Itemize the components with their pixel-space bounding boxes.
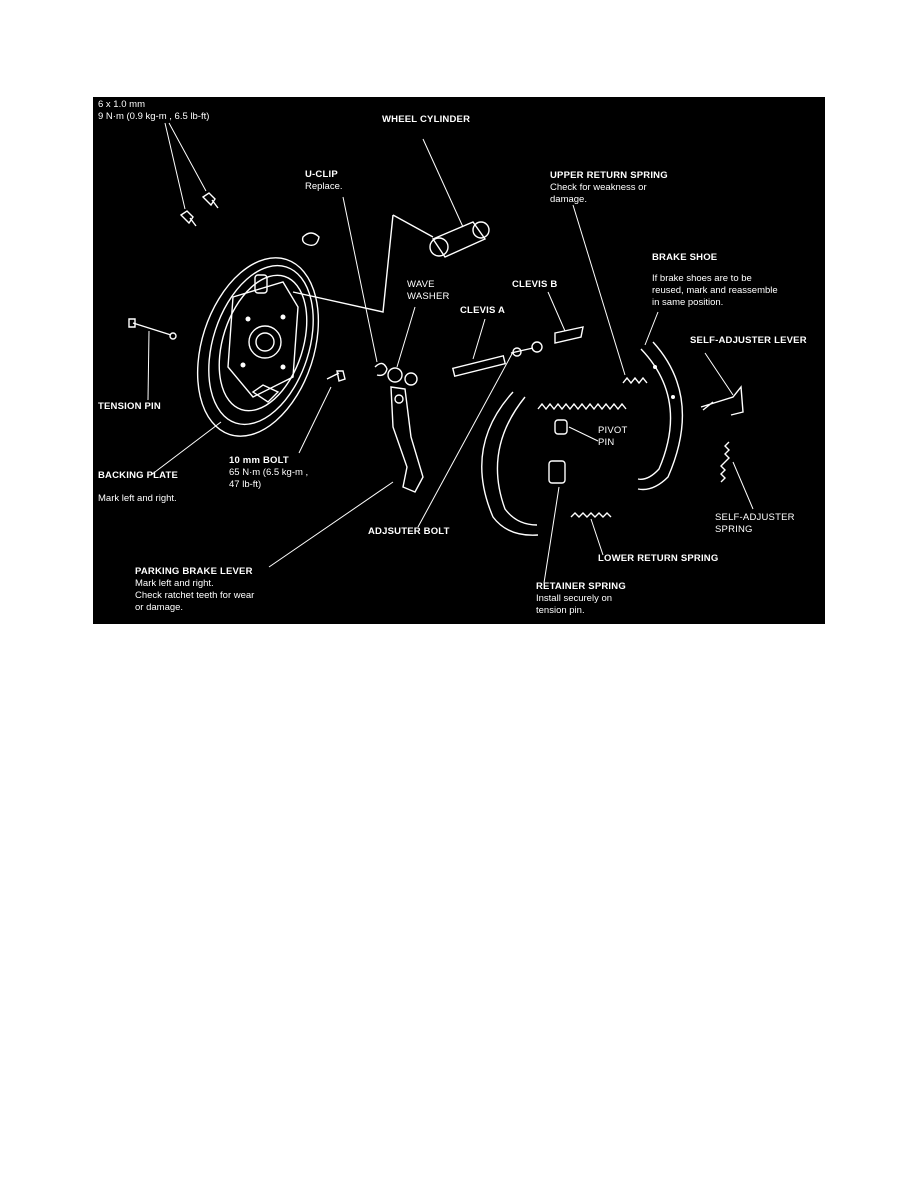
self-adjuster-spring-part — [721, 442, 729, 482]
bolt-spec-label — [98, 99, 209, 123]
retainer-spring-label — [536, 581, 626, 617]
ten-mm-bolt-title: 10 mm BOLT — [229, 455, 289, 466]
lower-return-spring-label — [598, 553, 718, 565]
ten-mm-bolt-part — [327, 371, 345, 381]
ten-mm-bolt-label — [229, 455, 308, 491]
upper-return-spring-note2: damage. — [550, 194, 587, 205]
retainer-spring-part — [549, 461, 565, 483]
tension-pin-title: TENSION PIN — [98, 401, 161, 412]
self-adjuster-lever-part — [701, 387, 743, 415]
mounting-bolts — [181, 193, 319, 245]
self-adjuster-spring-line2: SPRING — [715, 524, 753, 535]
self-adjuster-spring-label — [715, 512, 795, 536]
adjuster-bolt-label — [368, 526, 450, 538]
pivot-pin-label — [598, 425, 628, 449]
tension-pin-part — [129, 319, 176, 339]
parking-brake-lever-label — [135, 566, 254, 614]
clevis-a-label — [460, 305, 505, 317]
wave-washer-line1: WAVE — [407, 279, 435, 290]
adjuster-assembly-part — [453, 327, 583, 376]
u-clip-note: Replace. — [305, 181, 343, 192]
retainer-spring-note2: tension pin. — [536, 605, 585, 616]
backing-plate-label — [98, 470, 178, 505]
brake-exploded-diagram — [93, 97, 825, 624]
parking-brake-lever-title: PARKING BRAKE LEVER — [135, 566, 253, 577]
retainer-spring-title: RETAINER SPRING — [536, 581, 626, 592]
ten-mm-bolt-note1: 65 N·m (6.5 kg-m , — [229, 467, 309, 478]
ten-mm-bolt-note2: 47 lb-ft) — [229, 479, 262, 490]
pivot-pin-line1: PIVOT — [598, 425, 628, 436]
clevis-a-title: CLEVIS A — [460, 305, 506, 316]
u-clip-part — [375, 363, 387, 375]
self-adjuster-lever-label — [690, 335, 807, 347]
clevis-b-label — [512, 279, 557, 291]
upper-return-spring-note1: Check for weakness or — [550, 182, 647, 193]
u-clip-title: U-CLIP — [305, 169, 338, 180]
brake-shoe-note1: If brake shoes are to be — [652, 273, 752, 284]
upper-return-spring-label — [550, 170, 668, 206]
u-clip-label — [305, 169, 343, 193]
adjuster-bolt-title: ADJSUTER BOLT — [368, 526, 450, 537]
diagram-artwork — [93, 97, 825, 624]
brake-shoe-left — [482, 392, 538, 535]
brake-shoe-note3: in same position. — [652, 297, 724, 308]
bolt-torque: 9 N·m (0.9 kg-m , 6.5 lb-ft) — [98, 111, 210, 122]
brake-shoe-title: BRAKE SHOE — [652, 252, 718, 263]
parking-brake-lever-note3: or damage. — [135, 602, 184, 613]
bolt-size: 6 x 1.0 mm — [98, 99, 145, 110]
retainer-spring-note1: Install securely on — [536, 593, 613, 604]
self-adjuster-lever-title: SELF-ADJUSTER LEVER — [690, 335, 807, 346]
wave-washer-line2: WASHER — [407, 291, 450, 302]
backing-plate-note: Mark left and right. — [98, 493, 177, 504]
wheel-cylinder-title: WHEEL CYLINDER — [382, 114, 471, 125]
brake-shoe-right — [638, 342, 682, 490]
wave-washer-label — [407, 279, 450, 303]
upper-return-spring-title: UPPER RETURN SPRING — [550, 170, 668, 181]
parking-brake-lever-part — [391, 387, 423, 492]
self-adjuster-spring-line1: SELF-ADJUSTER — [715, 512, 795, 523]
parking-brake-lever-note2: Check ratchet teeth for wear — [135, 590, 255, 601]
pivot-pin-part — [555, 420, 567, 434]
tension-pin-label — [98, 401, 161, 413]
pivot-pin-line2: PIN — [598, 437, 615, 448]
lower-return-spring-part — [571, 513, 611, 517]
parking-brake-lever-note1: Mark left and right. — [135, 578, 214, 589]
wheel-cylinder-label — [382, 114, 470, 126]
clevis-b-title: CLEVIS B — [512, 279, 558, 290]
lower-return-spring-title: LOWER RETURN SPRING — [598, 553, 719, 564]
brake-shoe-label — [652, 252, 778, 309]
wave-washer-part — [388, 368, 417, 385]
upper-return-spring-part — [538, 378, 647, 409]
brake-shoe-note2: reused, mark and reassemble — [652, 285, 778, 296]
wheel-cylinder-part — [293, 215, 489, 312]
backing-plate-title: BACKING PLATE — [98, 470, 179, 481]
